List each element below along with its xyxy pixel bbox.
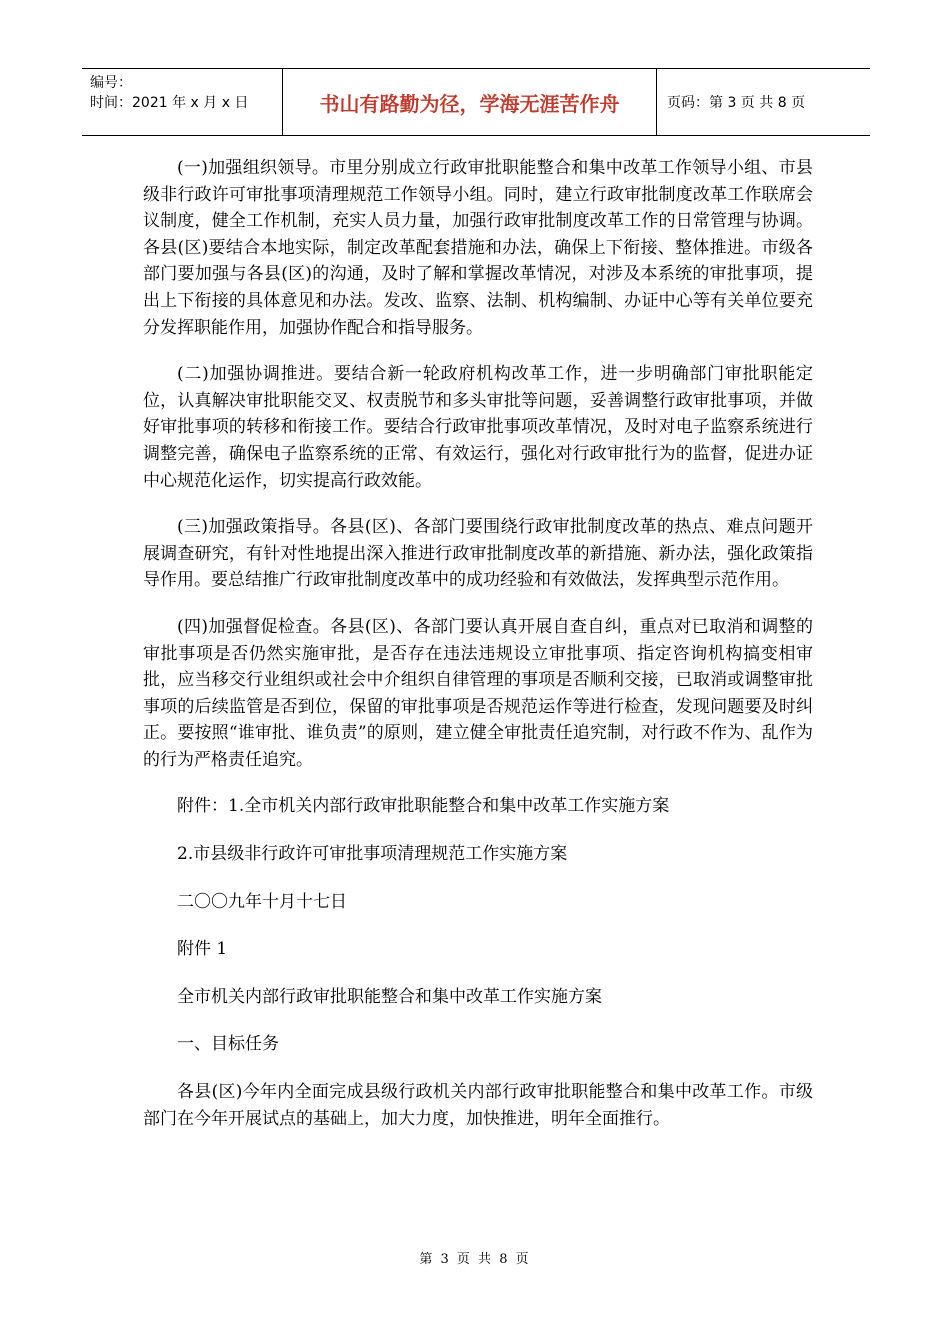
header-meta	[82, 69, 283, 135]
document-date-label: 时间：2021 年 x 月 x 日	[90, 95, 249, 111]
header-motto: 书山有路勤为径，学海无涯苦作舟	[283, 69, 657, 135]
paragraph-goals: 各县(区)今年内全面完成县级行政机关内部行政审批职能整合和集中改革工作。市级部门在今年开展试点的基础上，加大力度，加快推进，明年全面推行。	[143, 1082, 813, 1129]
attachment-2: 2.市县级非行政许可审批事项清理规范工作实施方案	[177, 844, 568, 865]
attachment-heading: 附件 1	[177, 939, 228, 960]
section-heading: 一、目标任务	[177, 1034, 279, 1055]
attachment-1: 附件：1.全市机关内部行政审批职能整合和集中改革工作实施方案	[177, 796, 670, 817]
page-footer: 第 3 页 共 8 页	[419, 1252, 531, 1267]
paragraph-organization: (一)加强组织领导。市里分别成立行政审批职能整合和集中改革工作领导小组、市县级非行政许可审批事项清理规范工作领导小组。同时，建立行政审批制度改革工作联席会议制度，健全工作机制，充实人员力量，加强行政审批制度改革工作的日常管理与协调。各县(区)要结合本地实际，制定改革配套措施和办法，确保上下衔接、整体推进。市级各部门要加强与各县(区)的沟通，及时了解和掌握改革情况，对涉及本系统的审批事项，提出上下衔接的具体意见和办法。发改、监察、法制、机构编制、办证中心等有关单位要充分发挥职能作用，加强协作配合和指导服务。	[143, 158, 813, 338]
attachment-title: 全市机关内部行政审批职能整合和集中改革工作实施方案	[177, 986, 602, 1007]
paragraph-policy: (三)加强政策指导。各县(区)、各部门要围绕行政审批制度改革的热点、难点问题开展调查研究，有针对性地提出深入推进行政审批制度改革的新措施、新办法，强化政策指导作用。要总结推广行政审批制度改革中的成功经验和有效做法，发挥典型示范作用。	[143, 517, 813, 591]
document-number-label: 编号：	[90, 75, 132, 91]
header-page-number: 页码：第 3 页 共 8 页	[667, 95, 806, 111]
document-body	[143, 155, 813, 1152]
paragraph-supervision: (四)加强督促检查。各县(区)、各部门要认真开展自查自纠，重点对已取消和调整的审批事项是否仍然实施审批，是否存在违法违规设立审批事项、指定咨询机构搞变相审批，应当移交行业组织或社会中介组织自律管理的事项是否顺利交接，已取消或调整审批事项的后续监管是否到位，保留的审批事项是否规范运作等进行检查，发现问题要及时纠正。要按照“谁审批、谁负责”的原则，建立健全审批责任追究制，对行政不作为、乱作为的行为严格责任追究。	[143, 616, 813, 770]
document-date: 二〇〇九年十月十七日	[177, 891, 347, 912]
page-header	[82, 68, 870, 136]
paragraph-coordination: (二)加强协调推进。要结合新一轮政府机构改革工作，进一步明确部门审批职能定位，认真解决审批职能交叉、权责脱节和多头审批等问题，妥善调整行政审批事项，并做好审批事项的转移和衔接工作。要结合行政审批事项改革情况，及时对电子监察系统进行调整完善，确保电子监察系统的正常、有效运行，强化对行政审批行为的监督，促进办证中心规范化运作，切实提高行政效能。	[143, 364, 813, 491]
